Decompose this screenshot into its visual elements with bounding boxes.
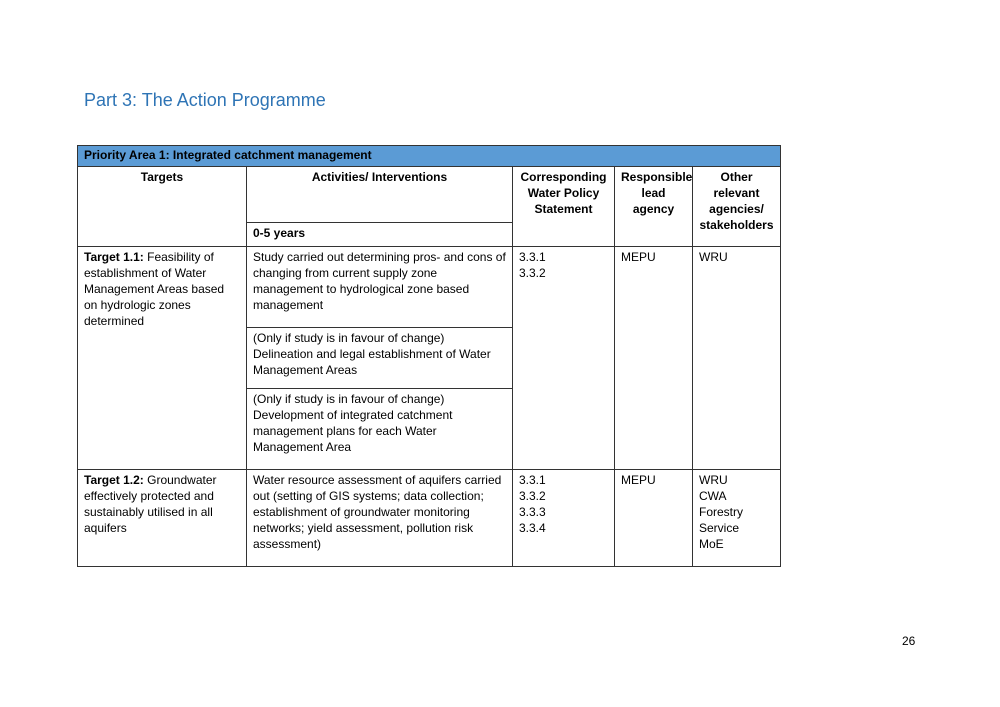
agency-item: Forestry Service xyxy=(699,505,744,535)
header-water-policy-statement: Corresponding Water Policy Statement xyxy=(513,167,615,247)
wps-item: 3.3.1 xyxy=(519,250,546,264)
agency-item: WRU xyxy=(699,250,728,264)
wps-item: 3.3.3 xyxy=(519,505,546,519)
header-targets: Targets xyxy=(78,167,247,247)
wps-cell xyxy=(513,247,615,470)
target-cell xyxy=(78,247,247,470)
wps-item: 3.3.4 xyxy=(519,521,546,535)
lead-agency-cell: MEPU xyxy=(615,470,693,567)
target-label: Target 1.1: xyxy=(84,250,144,264)
header-lead-agency: Responsible lead agency xyxy=(615,167,693,247)
header-years: 0-5 years xyxy=(247,223,513,247)
agency-item: WRU xyxy=(699,473,728,487)
agency-item: CWA xyxy=(699,489,727,503)
other-agencies-cell xyxy=(693,470,781,567)
wps-item: 3.3.2 xyxy=(519,489,546,503)
activity-cell: (Only if study is in favour of change) Delineation and legal establishment of Water Management Areas xyxy=(247,328,513,389)
target-text: Groundwater effectively protected and sustainably utilised in all aquifers xyxy=(84,473,217,535)
target-cell xyxy=(78,470,247,567)
wps-item: 3.3.2 xyxy=(519,266,546,280)
page-number: 26 xyxy=(902,634,916,648)
page-heading: Part 3: The Action Programme xyxy=(84,90,326,110)
activity-cell: Study carried out determining pros- and cons of changing from current supply zone management to hydrological zone based management xyxy=(247,247,513,328)
action-programme-table xyxy=(77,145,781,567)
agency-item: MoE xyxy=(699,537,724,551)
priority-area-header: Priority Area 1: Integrated catchment management xyxy=(78,146,781,167)
header-activities: Activities/ Interventions xyxy=(247,167,513,223)
target-text: Feasibility of establishment of Water Management Areas based on hydrologic zones determined xyxy=(84,250,225,328)
wps-item: 3.3.1 xyxy=(519,473,546,487)
activity-cell: Water resource assessment of aquifers carried out (setting of GIS systems; data collection; establishment of groundwater monitoring networks; yield assessment, pollution risk assessment) xyxy=(247,470,513,567)
target-label: Target 1.2: xyxy=(84,473,144,487)
lead-agency-cell: MEPU xyxy=(615,247,693,470)
other-agencies-cell xyxy=(693,247,781,470)
header-other-agencies: Other relevant agencies/ stakeholders xyxy=(693,167,781,247)
activity-cell: (Only if study is in favour of change) Development of integrated catchment management plans for each Water Management Area xyxy=(247,389,513,470)
wps-cell xyxy=(513,470,615,567)
